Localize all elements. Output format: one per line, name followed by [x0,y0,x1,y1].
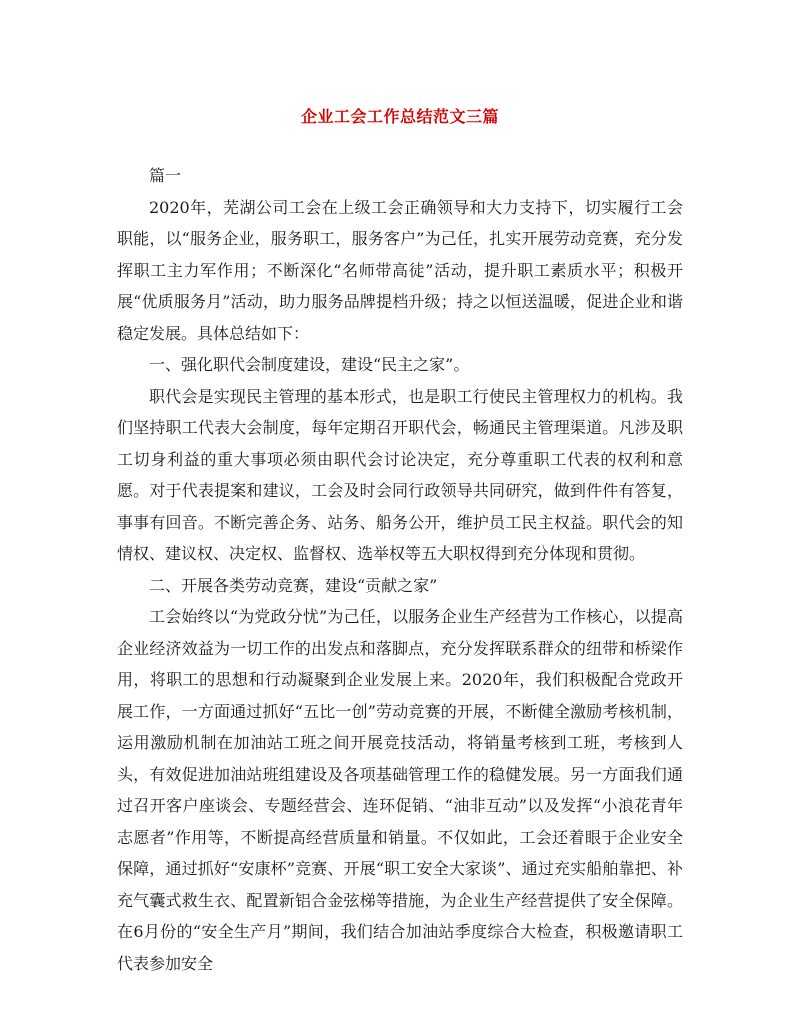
section-label: 篇一 [149,166,182,185]
document-title: 企业工会工作总结范文三篇 [300,107,499,126]
section-1-paragraph: 职代会是实现民主管理的基本形式，也是职工行使民主管理权力的机构。我们坚持职工代表大会制度，每年定期召开职代会，畅通民主管理渠道。凡涉及职工切身利益的重大事项必须由职代会讨论决定，充分尊重职工代表的权利和意愿。对于代表提案和建议，工会及时会同行政领导共同研究，做到件件有答复，事事有回音。不断完善企务、站务、船务公开，维护员工民主权益。职代会的知情权、建议权、决定权、监督权、选举权等五大职权得到充分体现和贯彻。 [117,386,683,563]
section-heading-2: 二、开展各类劳动竞赛，建设“贡献之家” [149,575,438,595]
intro-paragraph: 2020年，芜湖公司工会在上级工会正确领导和大力支持下，切实履行工会职能，以“服务企业，服务职工，服务客户”为己任，扎实开展劳动竞赛，充分发挥职工主力军作用；不断深化“名师带高徒”活动，提升职工素质水平；积极开展“优质服务月”活动，助力服务品牌提档升级；持之以恒送温暖，促进企业和谐稳定发展。具体总结如下： [117,197,683,343]
section-2-paragraph: 工会始终以“为党政分忧”为己任，以服务企业生产经营为工作核心，以提高企业经济效益为一切工作的出发点和落脚点，充分发挥联系群众的纽带和桥梁作用，将职工的思想和行动凝聚到企业发展上来。2020年，我们积极配合党政开展工作，一方面通过抓好“五比一创”劳动竞赛的开展，不断健全激励考核机制，运用激励机制在加油站工班之间开展竞技活动，将销量考核到工班，考核到人头，有效促进加油站班组建设及各项基础管理工作的稳健发展。另一方面我们通过召开客户座谈会、专题经营会、连环促销、“油非互动”以及发挥“小浪花青年志愿者”作用等，不断提高经营质量和销量。不仅如此，工会还着眼于企业安全保障，通过抓好“安康杯”竞赛、开展“职工安全大家谈”、通过充实船舶靠把、补充气囊式救生衣、配置新铝合金弦梯等措施，为企业生产经营提供了安全保障。在6月份的“安全生产月”期间，我们结合加油站季度综合大检查，积极邀请职工代表参加安全 [117,607,683,973]
document-body [117,160,683,979]
section-heading-1: 一、强化职代会制度建设，建设“民主之家”。 [149,355,470,374]
